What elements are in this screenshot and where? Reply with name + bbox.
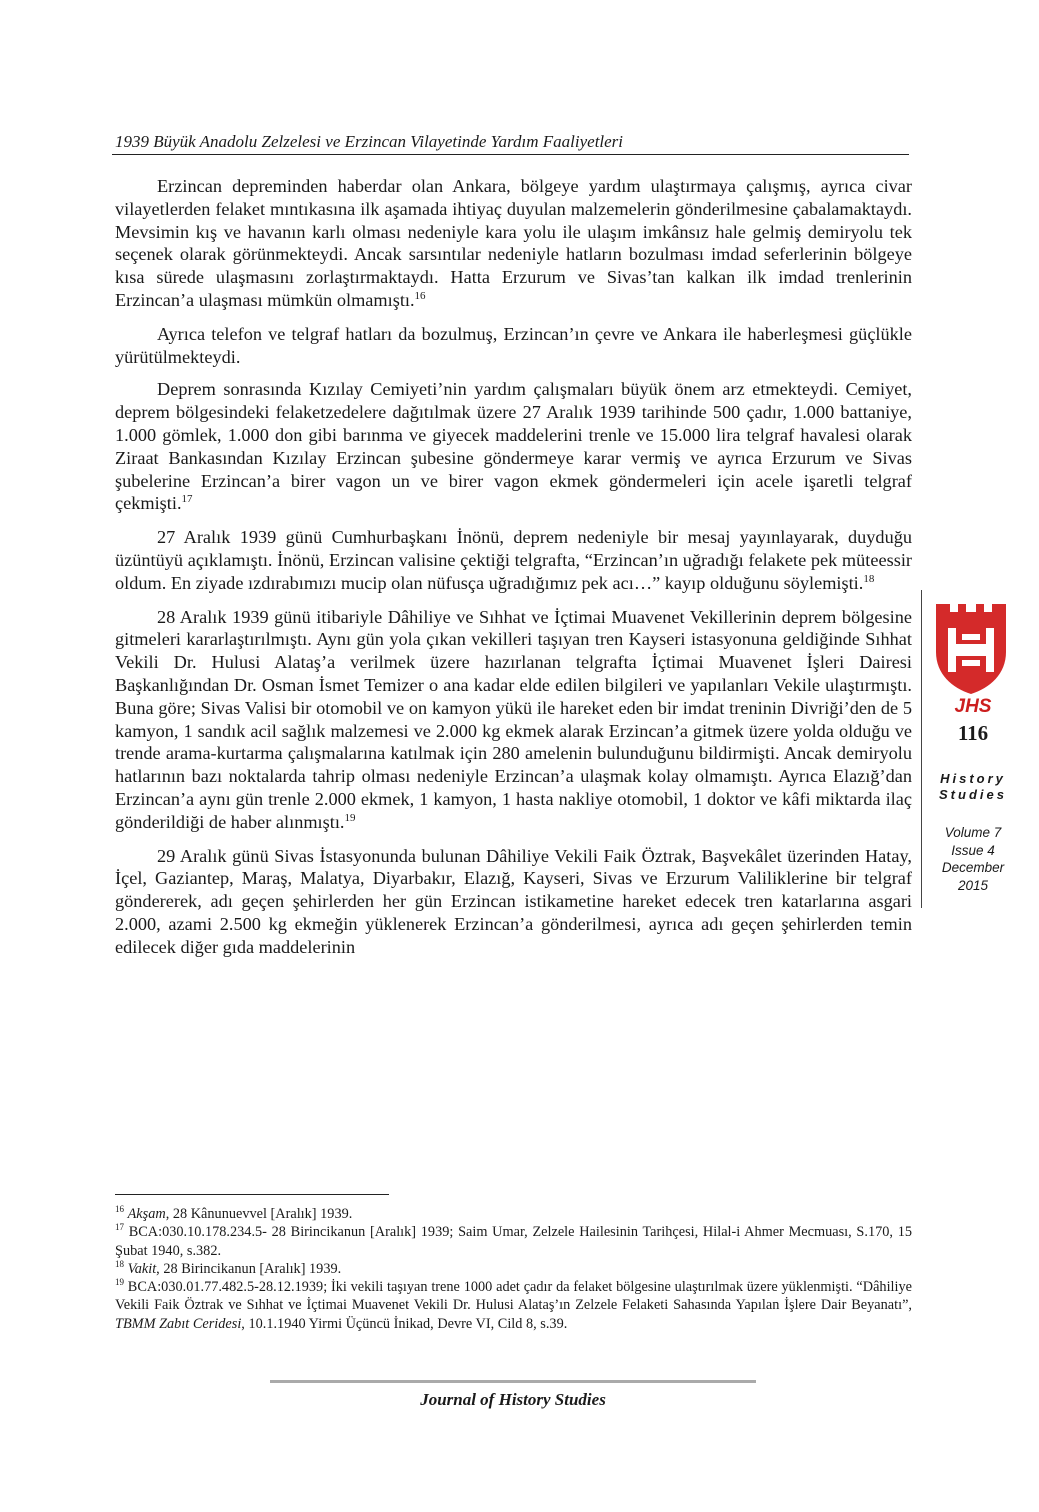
footnote-ref[interactable]: 17 bbox=[181, 493, 193, 506]
year: 2015 bbox=[957, 877, 989, 893]
journal-footer: Journal of History Studies bbox=[420, 1390, 606, 1409]
paragraph: 28 Aralık 1939 günü itibariyle Dâhiliye ve Sıhhat ve İçtimai Muavenet Vekillerinin deprem bölgesine gitmeleri kararlaştırılmıştı. Aynı gün yola çıkan vekilleri taşıyan tren Kayseri istasyonuna geldiğinde Sıhhat Vekili Dr. Hulusi Alataş’a verilmek üzere hazırlanan telgrafta İçtimai Muavenet İşleri Dairesi Başkanlığından Dr. Osman İsmet Temizer o ana kadar elde edilen bilgileri ve yapılanları Vekile ulaştırmıştı. Buna göre; Sivas Valisi bir otomobil ve on kamyon yükü ile hareket eden bir imdat treninin Divriği’den de 5 kamyon, 1 sandık acil sağlık malzemesi ve 2.000 kg ekmek alarak Erzincan’a gitmek üzere yolda olduğu ve trende arama-kurtarma çalışmalarına katılmak için 280 amelenin bulunduğunu bildirmişti. Ancak demiryolu hatlarının bazı noktalarda tahrip olması nedeniyle Erzincan’a ulaşmak kolay olmamıştı. Ayrıca Elazığ’dan Erzincan’a aynı gün trenle 2.000 ekmek, 1 kamyon, 1 hasta nakliye otomobil, 1 doktor ve kâfi miktarda ilaç gönderildiği de haber alınmıştı.$^{19}$ bbox=[115, 606, 912, 832]
footer-divider bbox=[270, 1380, 756, 1383]
footnote-ref[interactable]: 16 bbox=[414, 289, 426, 302]
page-number: 116 bbox=[957, 721, 989, 745]
paragraph: Deprem sonrasında Kızılay Cemiyeti’nin yardım çalışmaları büyük önem arz etmekteydi. Cemiyet, deprem bölgesindeki felaketzedelere dağıtılmak üzere 27 Aralık 1939 tarihinde 500 çadır, 1.000 battaniye, 1.000 gömlek, 1.000 don gibi barınma ve giyecek maddelerini trenle ve 15.000 lira telgraf havalesi olarak Ziraat Bankasından Kızılay Erzincan şubesine göndermeye karar vermiş ve ayrıca Erzurum ve Sivas şubelerine Erzincan’a birer vagon un ve birer vagon ekmek göndermeleri için acele işaretli telgraf çekmişti.$^{17}$ bbox=[115, 379, 912, 514]
footnote-ref[interactable]: 19 bbox=[344, 811, 356, 824]
month: December bbox=[941, 860, 1005, 875]
footnotes bbox=[115, 1205, 912, 1333]
footnote-divider bbox=[115, 1194, 389, 1195]
journal-shield-logo-icon bbox=[932, 600, 1010, 696]
running-header: 1939 Büyük Anadolu Zelzelesi ve Erzincan Vilayetinde Yardım Faaliyetleri bbox=[115, 132, 624, 151]
footnote: $^{18}$ Vakit, 28 Birincikanun [Aralık] 1939. bbox=[115, 1259, 342, 1277]
footnote: $^{19}$ BCA:030.01.77.482.5-28.12.1939; İki vekili taşıyan trene 1000 adet çadır da felaket bölgesine ulaştırılmak üzere yüklenmişti. “Dâhiliye Vekili Faik Öztrak ve Sıhhat ve İçtimai Muavenet Vekili Dr. Hulusi Alataş’ın Zelzele Felaketi Sahasında Yapılan İşlere Dair Beyanatı”, TBMM Zabıt Ceridesi, 10.1.1940 Yirmi Üçüncü İnikad, Devre VI, Cild 8, s.39. bbox=[115, 1277, 912, 1332]
sidebar-divider bbox=[921, 590, 922, 908]
footnote-ref[interactable]: 18 bbox=[863, 572, 875, 585]
journal-name: History Studies bbox=[939, 771, 1007, 802]
paragraph: 27 Aralık 1939 günü Cumhurbaşkanı İnönü, deprem nedeniyle bir mesaj yayınlayarak, duyduğu üzüntüyü açıklamıştı. İnönü, Erzincan valisine çektiği telgrafta, “Erzincan’ın uğradığı felakete pek müteessir oldum. En ziyade ızdırabımızı mucip olan nüfusça uğradığımız pek acı…” kayıp olduğunu söylemişti.$^{18}$ bbox=[115, 527, 912, 593]
article-body bbox=[115, 175, 912, 970]
paragraph: Erzincan depreminden haberdar olan Ankara, bölgeye yardım ulaştırmaya çalışmış, ayrıca civar vilayetlerden felaket mıntıkasına ilk aşamada ihtiyaç duyulan malzemelerin gönderilmesine çabalamaktaydı. Mevsimin kış ve havanın karlı olması nedeniyle kara yolu ile ulaşım imkânsız hale gelmiş demiryolu tek seçenek olarak görünmekteydi. Ancak sarsıntılar nedeniyle hatların bozulması imdad seferlerinin bölgeye kısa sürede ulaşmasını zorlaştırmaktaydı. Hatta Erzurum ve Sivas’tan kalkan ilk imdad trenlerinin Erzincan’a ulaşması mümkün olmamıştı.$^{16}$ bbox=[115, 176, 912, 310]
volume-info bbox=[930, 824, 1016, 894]
journal-abbreviation: JHS bbox=[954, 696, 992, 717]
footnote: $^{17}$ BCA:030.10.178.234.5- 28 Birincikanun [Aralık] 1939; Saim Umar, Zelzele Hailesinin Tarihçesi, Hilal-i Ahmer Mecmuası, S.170, 15 Şubat 1940, s.382. bbox=[115, 1222, 912, 1259]
paragraph: Ayrıca telefon ve telgraf hatları da bozulmuş, Erzincan’ın çevre ve Ankara ile haberleşmesi güçlükle yürütülmekteydi. bbox=[115, 323, 912, 367]
footnote: $^{16}$ Akşam, 28 Kânunuevvel [Aralık] 1939. bbox=[115, 1204, 353, 1222]
issue: Issue 4 bbox=[951, 842, 995, 858]
paragraph: 29 Aralık günü Sivas İstasyonunda bulunan Dâhiliye Vekili Faik Öztrak, Başvekâlet üzerinden Hatay, İçel, Gaziantep, Maraş, Malatya, Diyarbakır, Elazığ, Kayseri, Sivas ve Erzurum Valiliklerine bir telgraf göndererek, adı geçen şehirlerden her gün Erzincan istikametine hareket edecek tren katarlarına asgari 2.000, azami 2.500 kg ekmeğin yüklenerek Erzincan’a gönderilmesi, ayrıca adı geçen şehirlerden temin edilecek diğer gıda maddelerinin bbox=[115, 845, 912, 957]
header-divider bbox=[112, 154, 909, 155]
volume: Volume 7 bbox=[944, 825, 1002, 840]
